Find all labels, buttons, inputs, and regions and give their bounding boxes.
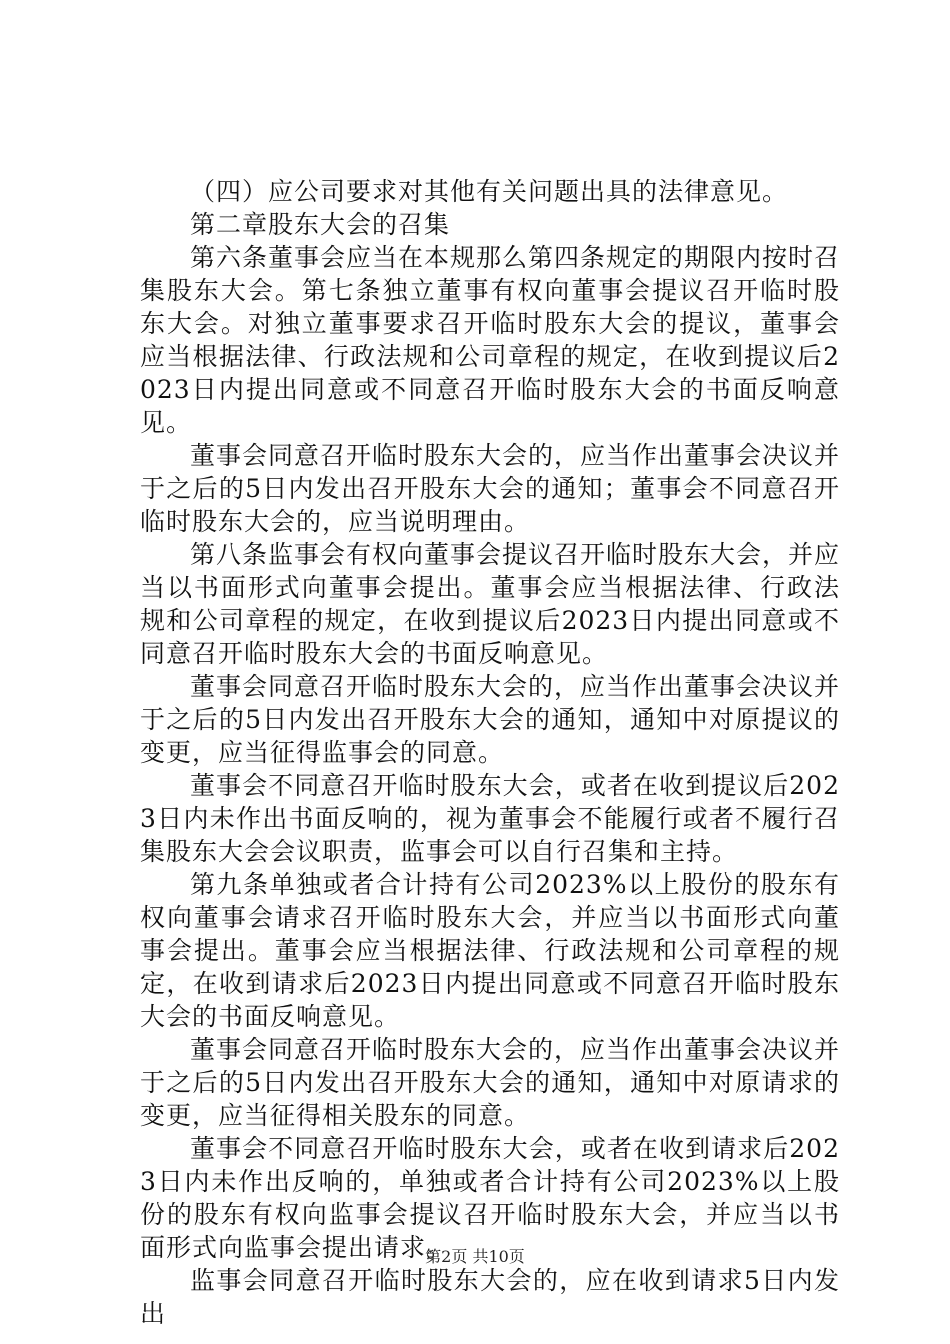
page-number-footer: 第2页 共10页 [425,1247,525,1266]
paragraph-article-9: 第九条单独或者合计持有公司2023%以上股份的股东有权向董事会请求召开临时股东大会，并应当以书面形式向董事会提出。董事会应当根据法律、行政法规和公司章程的规定，在收到请求后2023日内提出同意或不同意召开临时股东大会的书面反响意见。 [140,870,840,1031]
chapter-heading: 第二章股东大会的召集 [190,210,451,239]
paragraph-board-disagree-2: 董事会不同意召开临时股东大会，或者在收到请求后2023日内未作出反响的，单独或者合计持有公司2023%以上股份的股东有权向监事会提议召开临时股东大会，并应当以书面形式向监事会提出请求。 [140,1134,840,1262]
paragraph-article-6-7: 第六条董事会应当在本规那么第四条规定的期限内按时召集股东大会。第七条独立董事有权向董事会提议召开临时股东大会。对独立董事要求召开临时股东大会的提议，董事会应当根据法律、行政法规和公司章程的规定，在收到提议后2023日内提出同意或不同意召开临时股东大会的书面反响意见。 [140,243,841,437]
paragraph-board-agree-2: 董事会同意召开临时股东大会的，应当作出董事会决议并于之后的5日内发出召开股东大会的通知，通知中对原提议的变更，应当征得监事会的同意。 [140,672,841,767]
paragraph-board-agree-3: 董事会同意召开临时股东大会的，应当作出董事会决议并于之后的5日内发出召开股东大会的通知，通知中对原请求的变更，应当征得相关股东的同意。 [140,1035,841,1130]
paragraph-board-disagree-1: 董事会不同意召开临时股东大会，或者在收到提议后2023日内未作出书面反响的，视为董事会不能履行或者不履行召集股东大会会议职责，监事会可以自行召集和主持。 [140,771,840,866]
paragraph-article-8: 第八条监事会有权向董事会提议召开临时股东大会，并应当以书面形式向董事会提出。董事会应当根据法律、行政法规和公司章程的规定，在收到提议后2023日内提出同意或不同意召开临时股东大会的书面反响意见。 [140,540,841,668]
document-body [140,175,840,1330]
paragraph-supervisory-agree: 监事会同意召开临时股东大会的，应在收到请求5日内发出 [140,1266,840,1328]
paragraph-item-4: （四）应公司要求对其他有关问题出具的法律意见。 [190,177,789,206]
paragraph-board-agree-1: 董事会同意召开临时股东大会的，应当作出董事会决议并于之后的5日内发出召开股东大会的通知；董事会不同意召开临时股东大会的，应当说明理由。 [140,441,841,536]
